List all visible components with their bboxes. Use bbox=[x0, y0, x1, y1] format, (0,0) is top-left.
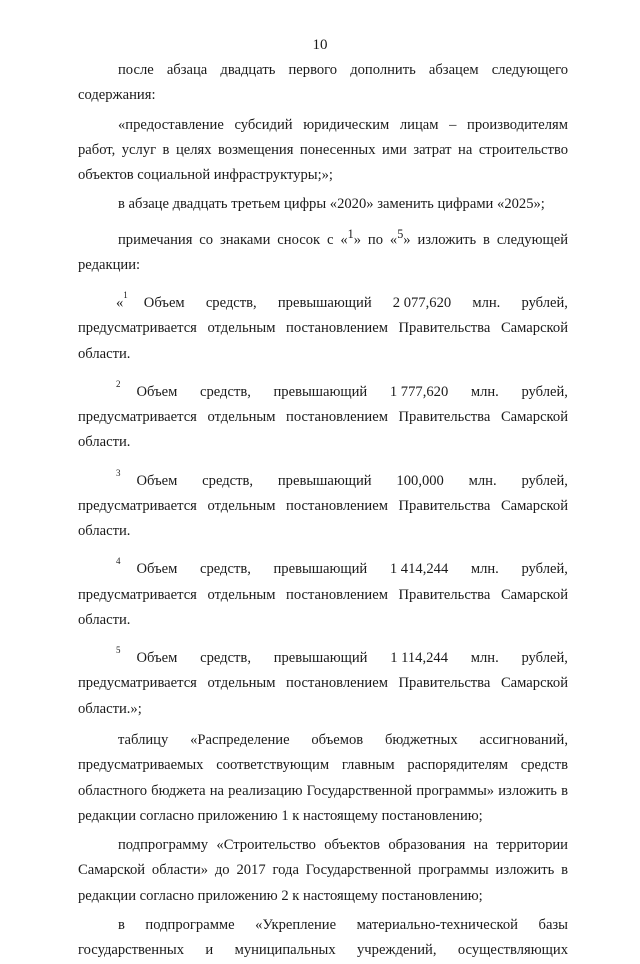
footnote-item bbox=[78, 286, 568, 367]
footnote-first-line bbox=[78, 375, 568, 405]
footnote-item bbox=[78, 375, 568, 456]
footnote-number: 3 bbox=[116, 467, 121, 478]
paragraph-4-end: » изложить в следующей редакции: bbox=[78, 231, 569, 273]
footnote-amount: 1 777,620 bbox=[389, 383, 449, 400]
footnote-first-line bbox=[78, 552, 568, 582]
footnote-item bbox=[78, 552, 568, 633]
footnote-word: Объем bbox=[136, 472, 178, 489]
paragraph-4-mid: » по « bbox=[353, 231, 398, 248]
footnote-mark-end: 5 bbox=[397, 226, 404, 241]
footnote-word: превышающий bbox=[277, 295, 372, 312]
footnote-line: предусматривается отдельным постановлением Правительства Самарской bbox=[78, 675, 568, 692]
footnote-word: рублей, bbox=[521, 650, 568, 667]
paragraph-3: в абзаце двадцать третьем цифры «2020» заменить цифрами «2025»; bbox=[118, 196, 545, 213]
footnote-item bbox=[78, 641, 568, 722]
footnote-line-end: области. bbox=[78, 434, 131, 451]
footnote-amount: 100,000 bbox=[396, 472, 444, 489]
footnote-word: млн. bbox=[468, 472, 497, 489]
footnote-number: 5 bbox=[116, 645, 121, 656]
footnote-line: предусматривается отдельным постановлением Правительства Самарской bbox=[78, 409, 568, 426]
footnote-word: млн. bbox=[470, 561, 499, 578]
footnote-line: предусматривается отдельным постановлением Правительства Самарской bbox=[78, 497, 568, 514]
paragraph-4-start: примечания со знаками сносок с « bbox=[118, 231, 348, 248]
footnote-line: предусматривается отдельным постановлением Правительства Самарской bbox=[78, 320, 568, 337]
footnote-line-end: области. bbox=[78, 523, 131, 540]
footnote-item bbox=[78, 464, 568, 545]
footnote-word: рублей, bbox=[521, 561, 568, 578]
footnote-amount: 2 077,620 bbox=[392, 295, 452, 312]
footnote-first-line bbox=[78, 464, 568, 494]
footnote-mark bbox=[116, 286, 185, 316]
page-number: 10 bbox=[312, 37, 328, 53]
last-paragraph: в подпрограмме «Укрепление материально-технической базы государственных и муниципальных учреждений, осуществляющих bbox=[78, 917, 568, 959]
paragraph-1: после абзаца двадцать первого дополнить абзацем следующего содержания: bbox=[78, 62, 568, 104]
footnote-word: рублей, bbox=[521, 472, 568, 489]
footnote-first-line bbox=[78, 286, 568, 316]
footnote-word: Объем bbox=[136, 650, 178, 667]
footnote-amount: 1 414,244 bbox=[389, 561, 449, 578]
footnote-word: средств, bbox=[205, 295, 257, 312]
paragraph-4 bbox=[78, 222, 568, 278]
paragraph-2: «предоставление субсидий юридическим лицам – производителям работ, услуг в целях возмещения понесенных ими затрат на строительство объектов социальной инфраструктуры;»; bbox=[78, 116, 568, 184]
subprogram-paragraph: подпрограмму «Строительство объектов образования на территории Самарской области» до 2017 года Государственной программы изложить в редакции согласно приложению 2 к настоящему постановлению; bbox=[78, 837, 568, 904]
footnote-line-end: области. bbox=[78, 345, 131, 362]
footnote-number: 4 bbox=[116, 556, 121, 567]
footnote-amount: 1 114,244 bbox=[390, 650, 449, 667]
footnote-word: рублей, bbox=[521, 383, 568, 400]
footnote-word: средств, bbox=[200, 650, 251, 667]
footnote-word: Объем bbox=[136, 383, 178, 400]
footnote-mark bbox=[116, 464, 177, 494]
table-paragraph: таблицу «Распределение объемов бюджетных ассигнований, предусматриваемых соответствующим главным распорядителям средств областного бюджета на реализацию Государственной программы» изложить в редакции согласно приложению 1 к настоящему постановлению; bbox=[78, 731, 568, 824]
footnote-mark bbox=[116, 552, 177, 582]
footnote-line-end: области. bbox=[78, 611, 131, 628]
footnote-mark bbox=[116, 641, 177, 671]
footnote-open-quote: « bbox=[116, 295, 124, 312]
footnote-line: предусматривается отдельным постановлением Правительства Самарской bbox=[78, 586, 568, 603]
footnote-line-end: области.»; bbox=[78, 700, 142, 717]
footnote-word: средств, bbox=[199, 383, 251, 400]
footnote-word: млн. bbox=[470, 650, 499, 667]
document-body bbox=[78, 58, 568, 964]
footnote-list bbox=[78, 286, 568, 722]
footnote-word: рублей, bbox=[521, 295, 568, 312]
footnote-number: 2 bbox=[116, 378, 121, 389]
footnote-word: превышающий bbox=[273, 383, 368, 400]
footnote-word: превышающий bbox=[273, 650, 368, 667]
footnote-number: 1 bbox=[123, 290, 128, 301]
footnote-mark bbox=[116, 375, 177, 405]
footnote-word: Объем bbox=[136, 561, 178, 578]
footnote-word: превышающий bbox=[277, 472, 372, 489]
footnote-word: млн. bbox=[472, 295, 501, 312]
footnote-word: превышающий bbox=[273, 561, 368, 578]
footnote-first-line bbox=[78, 641, 568, 671]
footnote-word: Объем bbox=[143, 295, 185, 312]
footnote-word: млн. bbox=[470, 383, 499, 400]
footnote-word: средств, bbox=[202, 472, 254, 489]
footnote-mark-start: 1 bbox=[347, 226, 354, 241]
footnote-word: средств, bbox=[199, 561, 251, 578]
